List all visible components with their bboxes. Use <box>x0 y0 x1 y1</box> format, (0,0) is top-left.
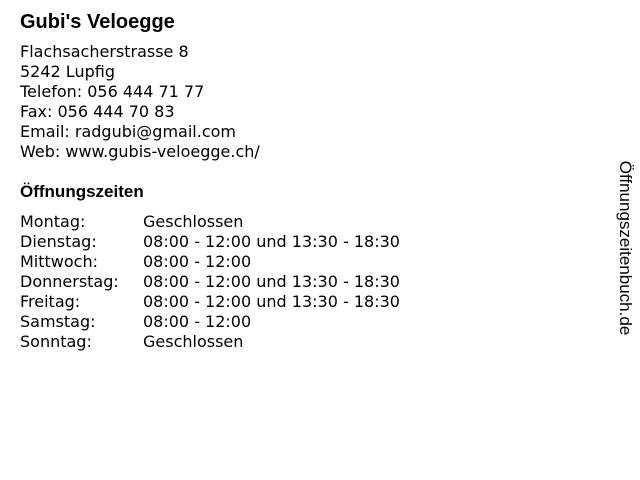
hours-row-friday <box>20 292 400 312</box>
address-street: Flachsacherstrasse 8 <box>20 42 189 61</box>
site-watermark: Öffnungszeitenbuch.de <box>616 160 635 336</box>
hours-day: Samstag: <box>20 312 96 331</box>
hours-row-sunday <box>20 332 400 352</box>
phone-text: Telefon: 056 444 71 77 <box>20 82 205 101</box>
email-text: Email: radgubi@gmail.com <box>20 122 236 141</box>
hours-row-tuesday <box>20 232 400 252</box>
hours-day: Dienstag: <box>20 232 97 251</box>
hours-row-monday <box>20 212 400 232</box>
business-card <box>20 10 600 352</box>
opening-hours-table <box>20 212 400 352</box>
fax-text: Fax: 056 444 70 83 <box>20 102 175 121</box>
hours-day: Mittwoch: <box>20 252 98 271</box>
hours-day: Montag: <box>20 212 86 231</box>
hours-time: Geschlossen <box>143 212 244 231</box>
hours-time: 08:00 - 12:00 <box>143 312 252 331</box>
business-name: Gubi's Veloegge <box>20 11 175 33</box>
hours-time: 08:00 - 12:00 und 13:30 - 18:30 <box>143 272 400 291</box>
hours-time: 08:00 - 12:00 <box>143 252 252 271</box>
opening-hours-heading: Öffnungszeiten <box>20 182 144 201</box>
hours-row-wednesday <box>20 252 400 272</box>
web-text: Web: www.gubis-veloegge.ch/ <box>20 142 260 161</box>
address-city: 5242 Lupfig <box>20 62 115 81</box>
hours-day: Freitag: <box>20 292 81 311</box>
hours-row-thursday <box>20 272 400 292</box>
hours-day: Donnerstag: <box>20 272 119 291</box>
hours-time: Geschlossen <box>143 332 244 351</box>
hours-time: 08:00 - 12:00 und 13:30 - 18:30 <box>143 292 400 311</box>
hours-row-saturday <box>20 312 400 332</box>
hours-time: 08:00 - 12:00 und 13:30 - 18:30 <box>143 232 400 251</box>
hours-day: Sonntag: <box>20 332 92 351</box>
